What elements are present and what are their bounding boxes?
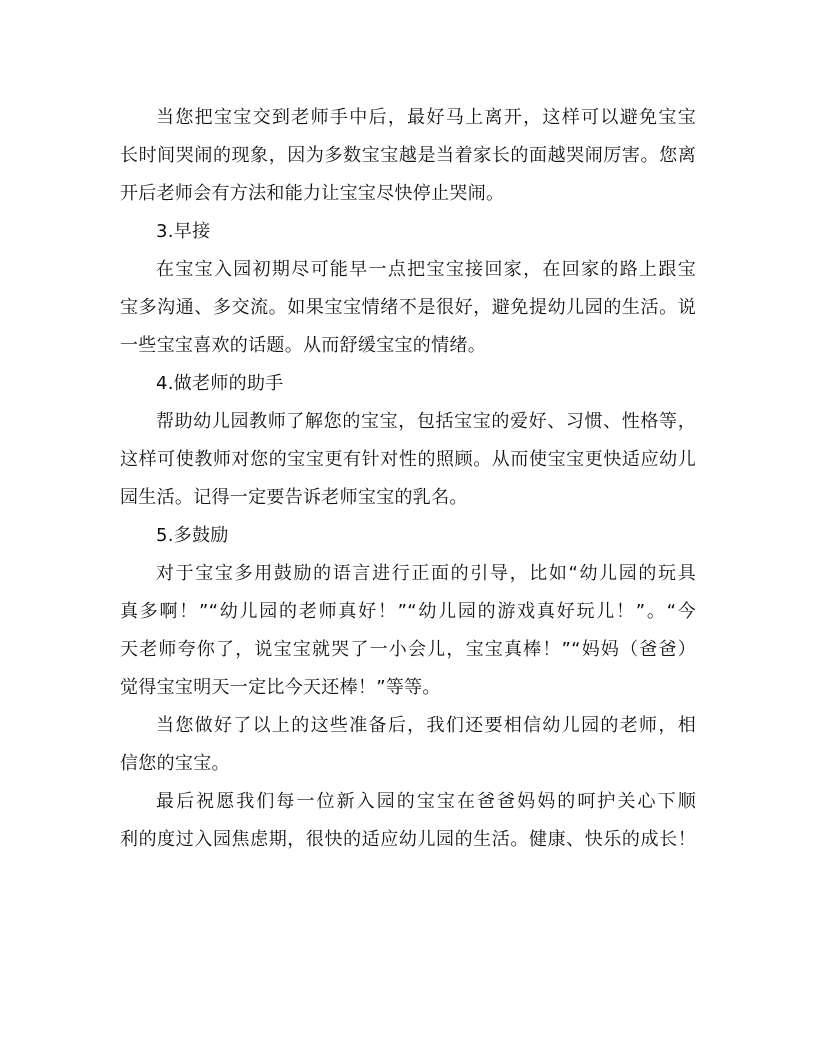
paragraph-line-2: 长时间哭闹的现象，因为多数宝宝越是当着家长的面越哭闹厉害。您离 <box>120 145 696 166</box>
section-heading-4: 4.做老师的助手 <box>156 373 284 394</box>
section-heading-3: 3.早接 <box>156 221 211 242</box>
paragraph-line-18: 信您的宝宝。 <box>120 753 230 774</box>
paragraph-line-3: 开后老师会有方法和能力让宝宝尽快停止哭闹。 <box>120 183 505 204</box>
paragraph-line-20: 利的度过入园焦虑期，很快的适应幼儿园的生活。健康、快乐的成长！ <box>120 829 696 850</box>
paragraph-line-15: 天老师夸你了，说宝宝就哭了一小会儿，宝宝真棒！”“妈妈（爸爸） <box>120 639 696 660</box>
paragraph-line-6: 宝多沟通、多交流。如果宝宝情绪不是很好，避免提幼儿园的生活。说 <box>120 297 696 318</box>
paragraph-line-13: 对于宝宝多用鼓励的语言进行正面的引导，比如“幼儿园的玩具 <box>156 563 696 584</box>
paragraph-line-9: 帮助幼儿园教师了解您的宝宝，包括宝宝的爱好、习惯、性格等， <box>156 411 696 432</box>
paragraph-line-5: 在宝宝入园初期尽可能早一点把宝宝接回家，在回家的路上跟宝 <box>156 259 696 280</box>
paragraph-line-7: 一些宝宝喜欢的话题。从而舒缓宝宝的情绪。 <box>120 335 486 356</box>
paragraph-line-11: 园生活。记得一定要告诉老师宝宝的乳名。 <box>120 487 468 508</box>
document-body <box>120 99 696 859</box>
section-heading-5: 5.多鼓励 <box>156 525 229 546</box>
paragraph-line-10: 这样可使教师对您的宝宝更有针对性的照顾。从而使宝宝更快适应幼儿 <box>120 449 696 470</box>
paragraph-line-17: 当您做好了以上的这些准备后，我们还要相信幼儿园的老师，相 <box>156 715 696 736</box>
paragraph-line-16: 觉得宝宝明天一定比今天还棒！”等等。 <box>120 677 441 698</box>
paragraph-line-19: 最后祝愿我们每一位新入园的宝宝在爸爸妈妈的呵护关心下顺 <box>156 791 696 812</box>
paragraph-line-1: 当您把宝宝交到老师手中后，最好马上离开，这样可以避免宝宝 <box>156 107 696 128</box>
paragraph-line-14: 真多啊！”“幼儿园的老师真好！”“幼儿园的游戏真好玩儿！”。“今 <box>120 601 696 622</box>
